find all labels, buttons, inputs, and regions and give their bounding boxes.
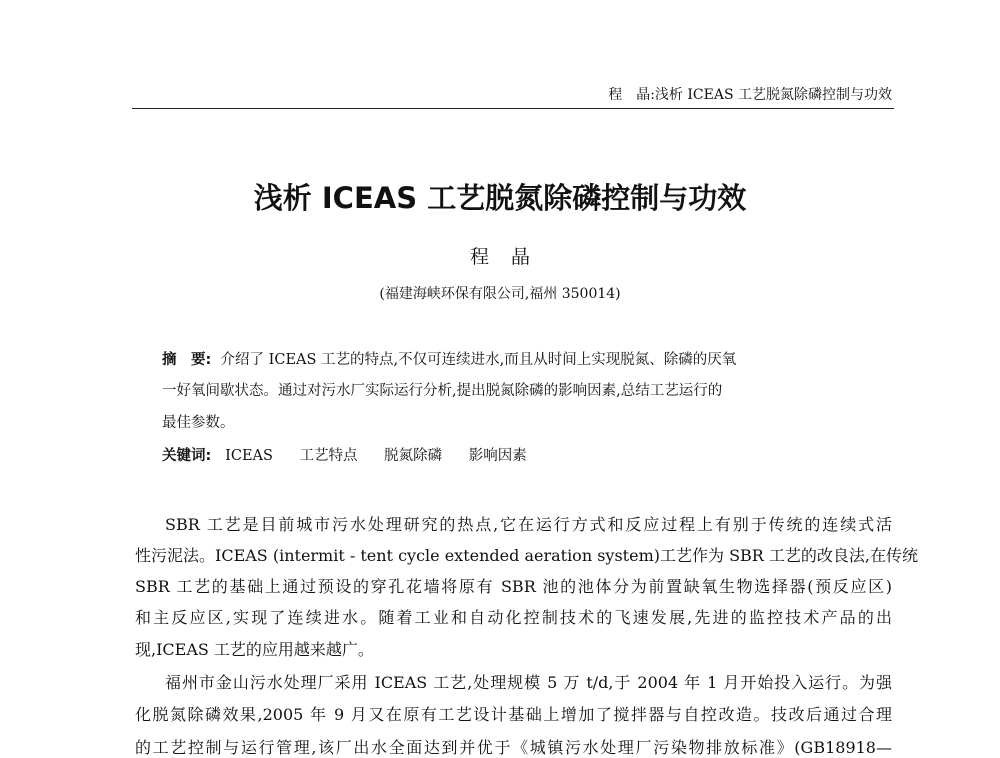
body-line: 性污泥法。ICEAS (intermit - tent cycle extended aeration system)工艺作为 SBR 工艺的改良法,在传统 — [135, 546, 919, 565]
body-line: 现,ICEAS 工艺的应用越来越广。 — [135, 640, 374, 659]
keyword: ICEAS — [225, 448, 273, 464]
abstract-text: 介绍了 ICEAS 工艺的特点,不仅可连续进水,而且从时间上实现脱氮、除磷的厌氧 — [220, 352, 737, 368]
body-line: 化脱氮除磷效果,2005 年 9 月又在原有工艺设计基础上增加了搅拌器与自控改造。技改后通过合理 — [135, 705, 892, 724]
paper-title: 浅析 ICEAS 工艺脱氮除磷控制与功效 — [253, 181, 747, 215]
abstract-label: 摘 要: — [162, 352, 212, 368]
body-line: 和主反应区,实现了连续进水。随着工业和自动化控制技术的飞速发展,先进的监控技术产品的出 — [135, 608, 892, 627]
author: 程晶 — [469, 246, 552, 268]
keyword: 影响因素 — [468, 448, 527, 464]
abstract-line: 一好氧间歇状态。通过对污水厂实际运行分析,提出脱氮除磷的影响因素,总结工艺运行的 — [162, 383, 723, 399]
body-line: SBR 工艺是目前城市污水处理研究的热点,它在运行方式和反应过程上有别于传统的连续式活 — [165, 515, 892, 534]
body-line: 福州市金山污水处理厂采用 ICEAS 工艺,处理规模 5 万 t/d,于 2004 年 1 月开始投入运行。为强 — [165, 673, 892, 692]
keyword: 工艺特点 — [299, 448, 358, 464]
body-line: 的工艺控制与运行管理,该厂出水全面达到并优于《城镇污水处理厂污染物排放标准》(GB18918— — [135, 738, 892, 757]
abstract-line — [162, 348, 882, 369]
keywords-label: 关键词: — [162, 448, 212, 464]
keyword: 脱氮除磷 — [384, 448, 443, 464]
body-line: SBR 工艺的基础上通过预设的穿孔花墙将原有 SBR 池的池体分为前置缺氧生物选择器(预反应区) — [135, 577, 892, 596]
running-header: 程 晶:浅析 ICEAS 工艺脱氮除磷控制与功效 — [608, 87, 892, 103]
abstract-line: 最佳参数。 — [162, 415, 235, 431]
affiliation: (福建海峡环保有限公司,福州 350014) — [379, 286, 621, 302]
header-rule — [132, 108, 894, 109]
keywords-line — [162, 444, 882, 465]
